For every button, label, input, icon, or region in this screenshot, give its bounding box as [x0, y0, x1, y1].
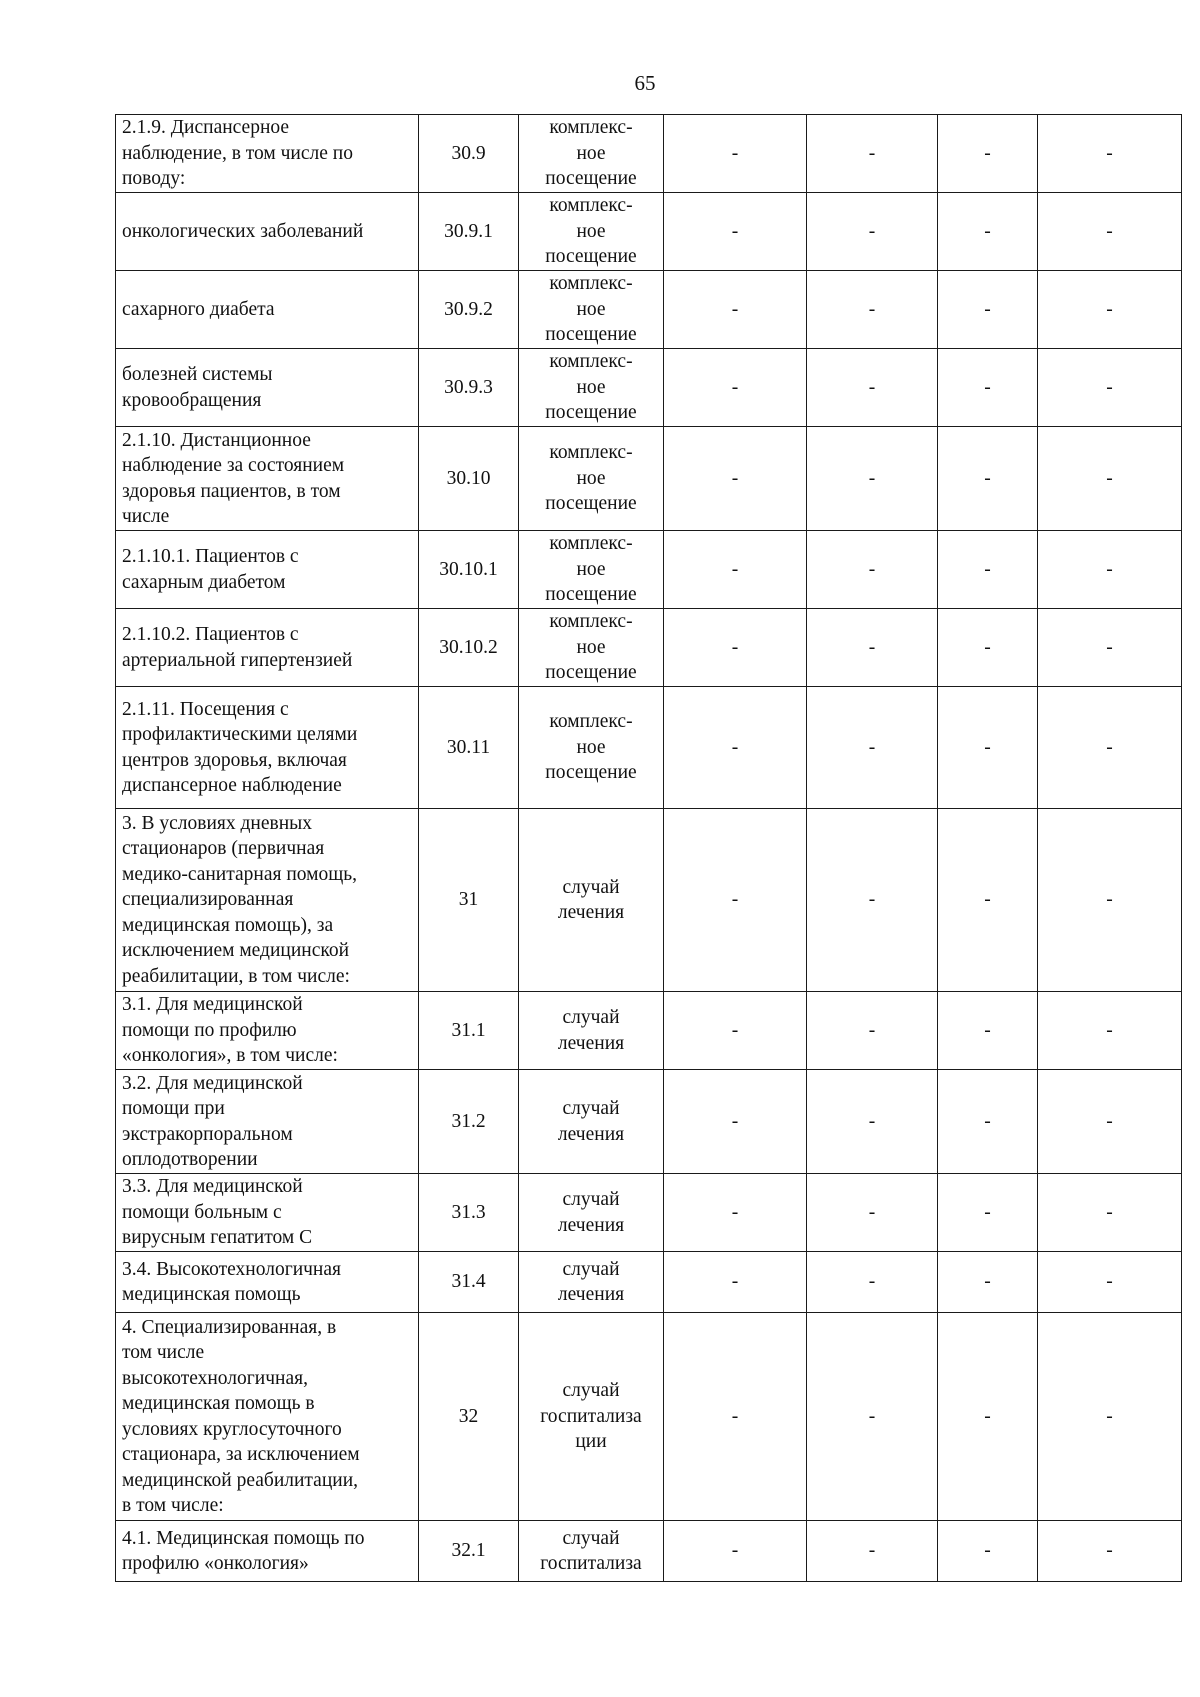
data-table	[115, 114, 1182, 1582]
table-row	[116, 809, 1182, 992]
row-value: -	[807, 427, 938, 531]
row-value: -	[1038, 193, 1182, 271]
table-row	[116, 427, 1182, 531]
row-unit: случай лечения	[557, 1098, 625, 1145]
row-code: 32	[419, 1313, 519, 1521]
row-value: -	[1038, 1313, 1182, 1521]
row-unit-cell	[519, 427, 664, 531]
row-unit-cell	[519, 1521, 664, 1582]
table-row	[116, 193, 1182, 271]
row-unit: комплекс- ное посещение	[545, 711, 637, 784]
row-name-cell	[116, 1070, 419, 1174]
row-name: 3. В условиях дневных стационаров (первичная медико-санитарная помощь, специализированная медицинская помощь), за исключением медицинской реабилитации, в том числе:	[122, 812, 358, 987]
row-value: -	[664, 1313, 807, 1521]
row-value: -	[664, 1252, 807, 1313]
row-value: -	[1038, 687, 1182, 809]
table-row	[116, 609, 1182, 687]
row-value: -	[938, 1313, 1038, 1521]
row-value: -	[807, 687, 938, 809]
row-value: -	[1038, 1174, 1182, 1252]
row-unit-cell	[519, 531, 664, 609]
row-name: 4.1. Медицинская помощь по профилю «онкология»	[122, 1527, 365, 1574]
row-value: -	[1038, 809, 1182, 992]
row-value: -	[807, 1174, 938, 1252]
row-value: -	[938, 1070, 1038, 1174]
row-name: 2.1.11. Посещения с профилактическими целями центров здоровья, включая диспансерное наблюдение	[122, 698, 358, 796]
row-code: 31.2	[419, 1070, 519, 1174]
row-value: -	[664, 115, 807, 193]
row-code: 30.9.2	[419, 271, 519, 349]
row-value: -	[807, 271, 938, 349]
row-unit: случай лечения	[557, 1007, 625, 1054]
table-row	[116, 687, 1182, 809]
row-name-cell	[116, 531, 419, 609]
row-value: -	[664, 193, 807, 271]
row-name: 3.2. Для медицинской помощи при экстракорпоральном оплодотворении	[122, 1072, 303, 1170]
row-value: -	[664, 992, 807, 1070]
row-code: 30.9.3	[419, 349, 519, 427]
row-unit-cell	[519, 687, 664, 809]
row-unit: случай госпитализа	[540, 1527, 642, 1574]
row-value: -	[807, 531, 938, 609]
row-value: -	[1038, 992, 1182, 1070]
row-code: 30.11	[419, 687, 519, 809]
table-row	[116, 1313, 1182, 1521]
row-value: -	[664, 609, 807, 687]
row-value: -	[807, 609, 938, 687]
row-value: -	[938, 531, 1038, 609]
table-row	[116, 1252, 1182, 1313]
table-row	[116, 992, 1182, 1070]
row-name-cell	[116, 427, 419, 531]
row-unit: комплекс- ное посещение	[545, 117, 637, 190]
row-value: -	[664, 687, 807, 809]
row-name-cell	[116, 1252, 419, 1313]
row-unit: комплекс- ное посещение	[545, 442, 637, 515]
row-unit-cell	[519, 193, 664, 271]
row-unit-cell	[519, 992, 664, 1070]
row-value: -	[938, 271, 1038, 349]
row-unit-cell	[519, 1174, 664, 1252]
row-code: 30.10	[419, 427, 519, 531]
row-name-cell	[116, 992, 419, 1070]
row-value: -	[1038, 531, 1182, 609]
row-name-cell	[116, 271, 419, 349]
row-code: 31.1	[419, 992, 519, 1070]
table-row	[116, 531, 1182, 609]
row-value: -	[938, 1252, 1038, 1313]
row-unit-cell	[519, 1313, 664, 1521]
row-unit: случай госпитализа ции	[540, 1380, 642, 1453]
row-value: -	[938, 809, 1038, 992]
row-unit-cell	[519, 809, 664, 992]
row-unit-cell	[519, 349, 664, 427]
row-name: 2.1.9. Диспансерное наблюдение, в том числе по поводу:	[122, 117, 353, 190]
row-value: -	[1038, 1070, 1182, 1174]
row-value: -	[1038, 271, 1182, 349]
row-value: -	[807, 193, 938, 271]
row-code: 31.3	[419, 1174, 519, 1252]
row-value: -	[807, 1313, 938, 1521]
row-name: 4. Специализированная, в том числе высокотехнологичная, медицинская помощь в условиях круглосуточного стационара, за исключением медицинской реабилитации, в том числе:	[122, 1316, 360, 1516]
row-code: 31	[419, 809, 519, 992]
row-code: 32.1	[419, 1521, 519, 1582]
row-unit: комплекс- ное посещение	[545, 611, 637, 684]
row-name: онкологических заболеваний	[122, 220, 364, 242]
row-unit: случай лечения	[557, 1258, 625, 1305]
row-unit: комплекс- ное посещение	[545, 351, 637, 424]
row-name-cell	[116, 1174, 419, 1252]
row-value: -	[938, 349, 1038, 427]
row-value: -	[938, 1521, 1038, 1582]
row-value: -	[938, 1174, 1038, 1252]
row-value: -	[664, 1174, 807, 1252]
table-row	[116, 349, 1182, 427]
row-name: 3.1. Для медицинской помощи по профилю «онкология», в том числе:	[122, 994, 338, 1067]
row-name-cell	[116, 1313, 419, 1521]
row-unit: случай лечения	[557, 1189, 625, 1236]
row-unit-cell	[519, 1070, 664, 1174]
row-unit: комплекс- ное посещение	[545, 195, 637, 268]
row-value: -	[664, 531, 807, 609]
row-name-cell	[116, 809, 419, 992]
page-number: 65	[634, 71, 656, 95]
row-value: -	[807, 809, 938, 992]
row-unit: случай лечения	[557, 876, 625, 923]
row-name-cell	[116, 349, 419, 427]
row-code: 30.10.2	[419, 609, 519, 687]
row-value: -	[1038, 609, 1182, 687]
row-value: -	[1038, 115, 1182, 193]
row-unit-cell	[519, 1252, 664, 1313]
row-code: 30.9	[419, 115, 519, 193]
table-row	[116, 1521, 1182, 1582]
row-value: -	[938, 427, 1038, 531]
table-row	[116, 1070, 1182, 1174]
row-name-cell	[116, 1521, 419, 1582]
row-value: -	[807, 115, 938, 193]
table-row	[116, 271, 1182, 349]
row-value: -	[807, 1521, 938, 1582]
table-row	[116, 1174, 1182, 1252]
row-name: 3.4. Высокотехнологичная медицинская помощь	[122, 1258, 341, 1305]
row-value: -	[938, 115, 1038, 193]
row-value: -	[664, 1070, 807, 1174]
row-value: -	[664, 427, 807, 531]
row-value: -	[1038, 427, 1182, 531]
row-name-cell	[116, 687, 419, 809]
row-unit-cell	[519, 115, 664, 193]
row-value: -	[807, 1070, 938, 1174]
row-code: 31.4	[419, 1252, 519, 1313]
row-value: -	[664, 1521, 807, 1582]
row-unit-cell	[519, 271, 664, 349]
row-name: 2.1.10. Дистанционное наблюдение за состоянием здоровья пациентов, в том числе	[122, 429, 345, 527]
row-name: болезней системы кровообращения	[122, 364, 273, 411]
row-name-cell	[116, 193, 419, 271]
row-unit-cell	[519, 609, 664, 687]
row-value: -	[807, 992, 938, 1070]
row-name: 3.3. Для медицинской помощи больным с вирусным гепатитом С	[122, 1176, 313, 1249]
row-name-cell	[116, 609, 419, 687]
row-value: -	[938, 687, 1038, 809]
row-unit: комплекс- ное посещение	[545, 273, 637, 346]
row-value: -	[664, 809, 807, 992]
table-body	[116, 115, 1182, 1582]
row-code: 30.9.1	[419, 193, 519, 271]
row-value: -	[938, 193, 1038, 271]
row-value: -	[664, 349, 807, 427]
row-value: -	[1038, 349, 1182, 427]
row-value: -	[807, 1252, 938, 1313]
row-value: -	[807, 349, 938, 427]
row-value: -	[664, 271, 807, 349]
row-unit: комплекс- ное посещение	[545, 533, 637, 606]
row-value: -	[1038, 1252, 1182, 1313]
row-name: 2.1.10.1. Пациентов с сахарным диабетом	[122, 546, 299, 593]
table-row	[116, 115, 1182, 193]
row-name: 2.1.10.2. Пациентов с артериальной гипертензией	[122, 624, 353, 671]
row-value: -	[1038, 1521, 1182, 1582]
row-name: сахарного диабета	[122, 298, 275, 320]
row-name-cell	[116, 115, 419, 193]
row-code: 30.10.1	[419, 531, 519, 609]
row-value: -	[938, 992, 1038, 1070]
row-value: -	[938, 609, 1038, 687]
